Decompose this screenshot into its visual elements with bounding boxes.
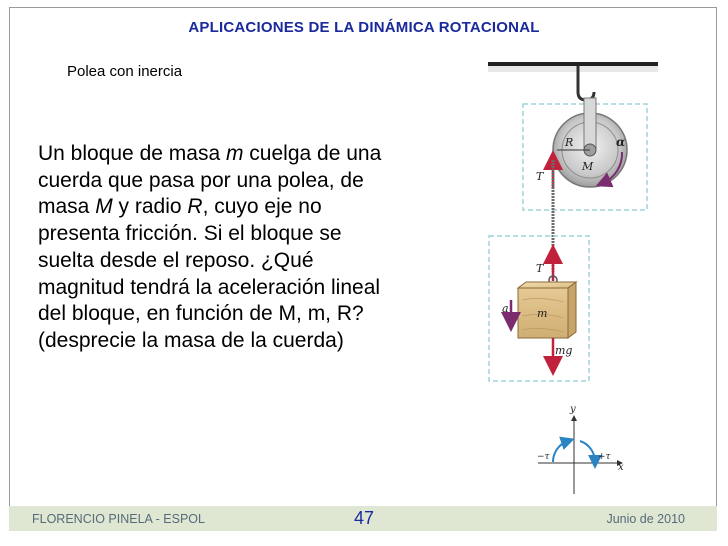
- label-T-lower: T: [536, 262, 544, 275]
- ceiling-shade: [488, 66, 658, 72]
- problem-text-2: cuelga de una cuerda que pasa por una polea, de masa: [38, 142, 382, 219]
- problem-text-3: y radio: [112, 195, 188, 219]
- ceiling: [488, 62, 658, 66]
- label-alpha: α: [616, 135, 626, 149]
- positive-torque-arrow: [580, 441, 595, 462]
- label-a: a: [502, 302, 509, 315]
- label-mg: mg: [555, 344, 573, 357]
- label-R: R: [565, 136, 574, 149]
- label-neg-tau: −τ: [537, 452, 550, 462]
- label-y: y: [570, 404, 576, 415]
- block-top: [518, 282, 576, 288]
- label-T-upper: T: [536, 170, 544, 183]
- footer-date: Junio de 2010: [606, 512, 685, 526]
- var-R: R: [187, 195, 203, 219]
- label-M: M: [582, 160, 594, 173]
- footer-page-number: 47: [354, 508, 375, 528]
- var-m: m: [225, 142, 244, 165]
- slide-title: APLICACIONES DE LA DINÁMICA ROTACIONAL: [188, 19, 540, 36]
- problem-text-1: Un bloque de masa: [38, 142, 226, 165]
- label-pos-tau: +τ: [598, 452, 611, 462]
- pulley-bracket: [584, 98, 596, 150]
- footer-author: FLORENCIO PINELA - ESPOL: [32, 512, 205, 526]
- var-M: M: [95, 195, 113, 219]
- slide-subtitle: Polea con inercia: [67, 63, 183, 80]
- negative-torque-arrow: [553, 441, 568, 462]
- label-m: m: [537, 307, 548, 320]
- block-side: [568, 282, 576, 338]
- label-x: x: [618, 462, 624, 473]
- footer-bar: [9, 506, 717, 531]
- problem-text-4: , cuyo eje no presenta fricción. Si el bloque se suelta desde el reposo. ¿Qué magnitud tendrá la aceleración lineal del bloque, en función de M, m, R? (desprecie la masa de la cuerda): [38, 195, 381, 352]
